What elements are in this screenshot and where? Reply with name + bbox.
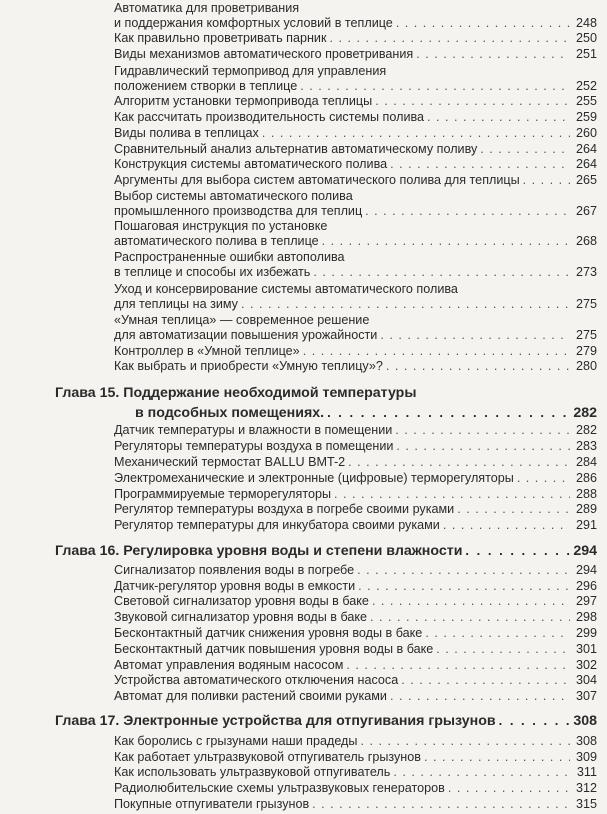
toc-entry (114, 94, 597, 109)
page-number: 304 (575, 673, 597, 687)
page-number: 299 (575, 626, 597, 640)
leader-dots (262, 126, 570, 141)
leader-dots (357, 563, 570, 578)
leader-dots (346, 658, 570, 673)
entry-title-line: Устройства автоматического отключения насоса (114, 673, 399, 687)
entry-title-line: Как рассчитать производительность системы полива (114, 110, 425, 124)
leader-dots (372, 594, 570, 609)
leader-dots (386, 359, 570, 374)
page-number: 264 (575, 157, 597, 171)
page-number: 301 (575, 642, 597, 656)
page-number: 315 (575, 797, 597, 811)
entry-title-line: Уход и консервирование системы автоматического полива (114, 282, 458, 296)
page-number: 265 (575, 173, 597, 187)
entry-title-line: положением створки в теплице (114, 79, 298, 93)
leader-dots (313, 265, 570, 280)
page-number: 309 (575, 750, 597, 764)
leader-dots (358, 579, 570, 594)
toc-entry (114, 423, 597, 438)
entry-title-line: Выбор системы автоматического полива (114, 189, 353, 203)
toc-entry (114, 439, 597, 454)
toc-entry (114, 189, 597, 219)
leader-dots (241, 297, 570, 312)
toc-entry (114, 579, 597, 594)
leader-dots (312, 797, 570, 812)
leader-dots (523, 173, 570, 188)
leader-dots (443, 518, 570, 533)
page-number: 268 (575, 234, 597, 248)
toc-entry (114, 173, 597, 188)
toc-entry (114, 689, 597, 704)
entry-title-line: и поддержания комфортных условий в теплице (114, 16, 393, 30)
chapter-heading (55, 541, 597, 560)
toc-entry (114, 344, 597, 359)
page-number: 252 (575, 79, 597, 93)
toc-entry (114, 750, 597, 765)
leader-dots (517, 471, 570, 486)
toc-entry (114, 797, 597, 812)
toc-entry (114, 31, 597, 46)
toc-entry (114, 594, 597, 609)
entry-title-line: Распространенные ошибки автополива (114, 250, 345, 264)
leader-dots (395, 423, 570, 438)
page-number: 280 (575, 359, 597, 373)
entry-title-line: Механический термостат BALLU BMT-2 (114, 455, 346, 469)
toc-entry (114, 157, 597, 172)
leader-dots (396, 439, 570, 454)
entry-title-line: Автоматика для проветривания (114, 1, 300, 15)
toc-entry (114, 250, 597, 280)
leader-dots (436, 642, 570, 657)
entry-title-line: Пошаговая инструкция по установке (114, 219, 328, 233)
entry-title-line: Электромеханические и электронные (цифровые) терморегуляторы (114, 471, 514, 485)
toc-entry (114, 642, 597, 657)
leader-dots (465, 541, 570, 560)
entry-title-line: Датчик температуры и влажности в помещении (114, 423, 393, 437)
page-number: 297 (575, 594, 597, 608)
entry-title-line: Как использовать ультразвуковой отпугиватель (114, 765, 391, 779)
entry-title-line: в теплице и способы их избежать (114, 265, 311, 279)
chapter-heading (55, 711, 597, 730)
entry-title-line: Бесконтактный датчик снижения уровня воды в баке (114, 626, 423, 640)
toc-entry (114, 313, 597, 343)
page-number: 294 (575, 563, 597, 577)
entry-title-line: Бесконтактный датчик повышения уровня воды в баке (114, 642, 434, 656)
toc-entry (114, 64, 597, 94)
entry-title-line: Регуляторы температуры воздуха в помещении (114, 439, 394, 453)
entry-title-line: Аргументы для выбора систем автоматического полива для теплицы (114, 173, 520, 187)
chapter-page-number: 282 (573, 405, 597, 421)
entry-title-line: Автомат управления водяным насосом (114, 658, 344, 672)
entry-title-line: Звуковой сигнализатор уровня воды в баке (114, 610, 368, 624)
entry-title-line: Датчик-регулятор уровня воды в емкости (114, 579, 356, 593)
leader-dots (370, 610, 570, 625)
entry-title-line: автоматического полива в теплице (114, 234, 319, 248)
leader-dots (457, 502, 570, 517)
toc-entry (114, 142, 597, 157)
toc-entry (114, 765, 597, 780)
page-number: 288 (575, 487, 597, 501)
page-number: 283 (575, 439, 597, 453)
leader-dots (300, 79, 570, 94)
page-number: 251 (575, 47, 597, 61)
page-number: 282 (575, 423, 597, 437)
toc-entry (114, 626, 597, 641)
chapter-page-number: 308 (573, 713, 597, 729)
toc-entry (114, 673, 597, 688)
entry-title-line: Как выбрать и приобрести «Умную теплицу»? (114, 359, 383, 373)
toc-entry (114, 563, 597, 578)
toc-entry (114, 359, 597, 374)
chapter-title-line: Глава 17. Электронные устройства для отпугивания грызунов (55, 713, 496, 729)
toc-entry (114, 487, 597, 502)
page-number: 296 (575, 579, 597, 593)
page-number: 289 (575, 502, 597, 516)
entry-title-line: Как работает ультразвуковой отпугиватель грызунов (114, 750, 421, 764)
page-number: 275 (575, 328, 597, 342)
toc-entry (114, 282, 597, 312)
leader-dots (322, 234, 570, 249)
entry-title-line: Как правильно проветривать парник (114, 31, 327, 45)
page-number: 311 (576, 765, 597, 779)
page-number: 273 (575, 265, 597, 279)
toc-entry (114, 1, 597, 31)
leader-dots (396, 16, 570, 31)
chapter-heading (55, 384, 597, 422)
leader-dots (401, 673, 570, 688)
entry-title-line: Гидравлический термопривод для управления (114, 64, 387, 78)
toc-entry (114, 502, 597, 517)
entry-title-line: Автомат для поливки растений своими руками (114, 689, 387, 703)
page-number: 259 (575, 110, 597, 124)
page-number: 255 (575, 94, 597, 108)
leader-dots (499, 711, 570, 730)
entry-title-line: Программируемые терморегуляторы (114, 487, 332, 501)
leader-dots (303, 344, 570, 359)
page-number: 279 (575, 344, 597, 358)
chapter-page-number: 294 (573, 543, 597, 559)
page-number: 248 (575, 16, 597, 30)
toc-entry (114, 734, 597, 749)
toc-entry (114, 610, 597, 625)
toc-entry (114, 47, 597, 62)
leader-dots (393, 765, 570, 780)
page-number: 291 (575, 518, 597, 532)
leader-dots (334, 487, 570, 502)
page-number: 267 (575, 204, 597, 218)
leader-dots (480, 142, 570, 157)
entry-title-line: Контроллер в «Умной теплице» (114, 344, 300, 358)
entry-title-line: Регулятор температуры для инкубатора своими руками (114, 518, 440, 532)
toc-entry (114, 219, 597, 249)
leader-dots (375, 94, 570, 109)
leader-dots (365, 204, 570, 219)
leader-dots (329, 31, 570, 46)
toc-entry (114, 658, 597, 673)
leader-dots (448, 781, 570, 796)
entry-title-line: «Умная теплица» — современное решение (114, 313, 370, 327)
leader-dots (360, 734, 570, 749)
chapter-title-line: Глава 16. Регулировка уровня воды и степени влажности (55, 543, 463, 559)
entry-title-line: Радиолюбительские схемы ультразвуковых генераторов (114, 781, 445, 795)
toc-entry (114, 781, 597, 796)
toc-entry (114, 126, 597, 141)
entry-title-line: Конструкция системы автоматического полива (114, 157, 388, 171)
toc-entry (114, 471, 597, 486)
entry-title-line: Алгоритм установки термопривода теплицы (114, 94, 373, 108)
leader-dots (424, 750, 570, 765)
entry-title-line: для теплицы на зиму (114, 297, 238, 311)
leader-dots (390, 157, 570, 172)
entry-title-line: Виды полива в теплицах (114, 126, 259, 140)
entry-title-line: Покупные отпугиватели грызунов (114, 797, 310, 811)
page-number: 250 (575, 31, 597, 45)
entry-title-line: Световой сигнализатор уровня воды в баке (114, 594, 369, 608)
entry-title-line: Как боролись с грызунами наши прадеды (114, 734, 358, 748)
entry-title-line: промышленного производства для теплиц (114, 204, 363, 218)
chapter-title-line: в подсобных помещениях. (135, 405, 325, 421)
page-number: 298 (575, 610, 597, 624)
page-number: 302 (575, 658, 597, 672)
toc-entry (114, 455, 597, 470)
page-number: 284 (575, 455, 597, 469)
leader-dots (327, 403, 570, 422)
leader-dots (427, 110, 570, 125)
page-number: 312 (575, 781, 597, 795)
entry-title-line: для автоматизации повышения урожайности (114, 328, 378, 342)
toc-entry (114, 518, 597, 533)
entry-title-line: Регулятор температуры воздуха в погребе своими руками (114, 502, 455, 516)
leader-dots (425, 626, 570, 641)
leader-dots (416, 47, 570, 62)
page-number: 260 (575, 126, 597, 140)
page-number: 264 (575, 142, 597, 156)
entry-title-line: Сигнализатор появления воды в погребе (114, 563, 355, 577)
entry-title-line: Сравнительный анализ альтернатив автоматическому поливу (114, 142, 478, 156)
chapter-title-line: Глава 15. Поддержание необходимой температуры (55, 385, 417, 401)
page-number: 275 (575, 297, 597, 311)
toc-entry (114, 110, 597, 125)
leader-dots (380, 328, 570, 343)
page-number: 307 (575, 689, 597, 703)
leader-dots (348, 455, 570, 470)
entry-title-line: Виды механизмов автоматического проветривания (114, 47, 414, 61)
page-number: 286 (575, 471, 597, 485)
page-number: 308 (575, 734, 597, 748)
leader-dots (390, 689, 570, 704)
